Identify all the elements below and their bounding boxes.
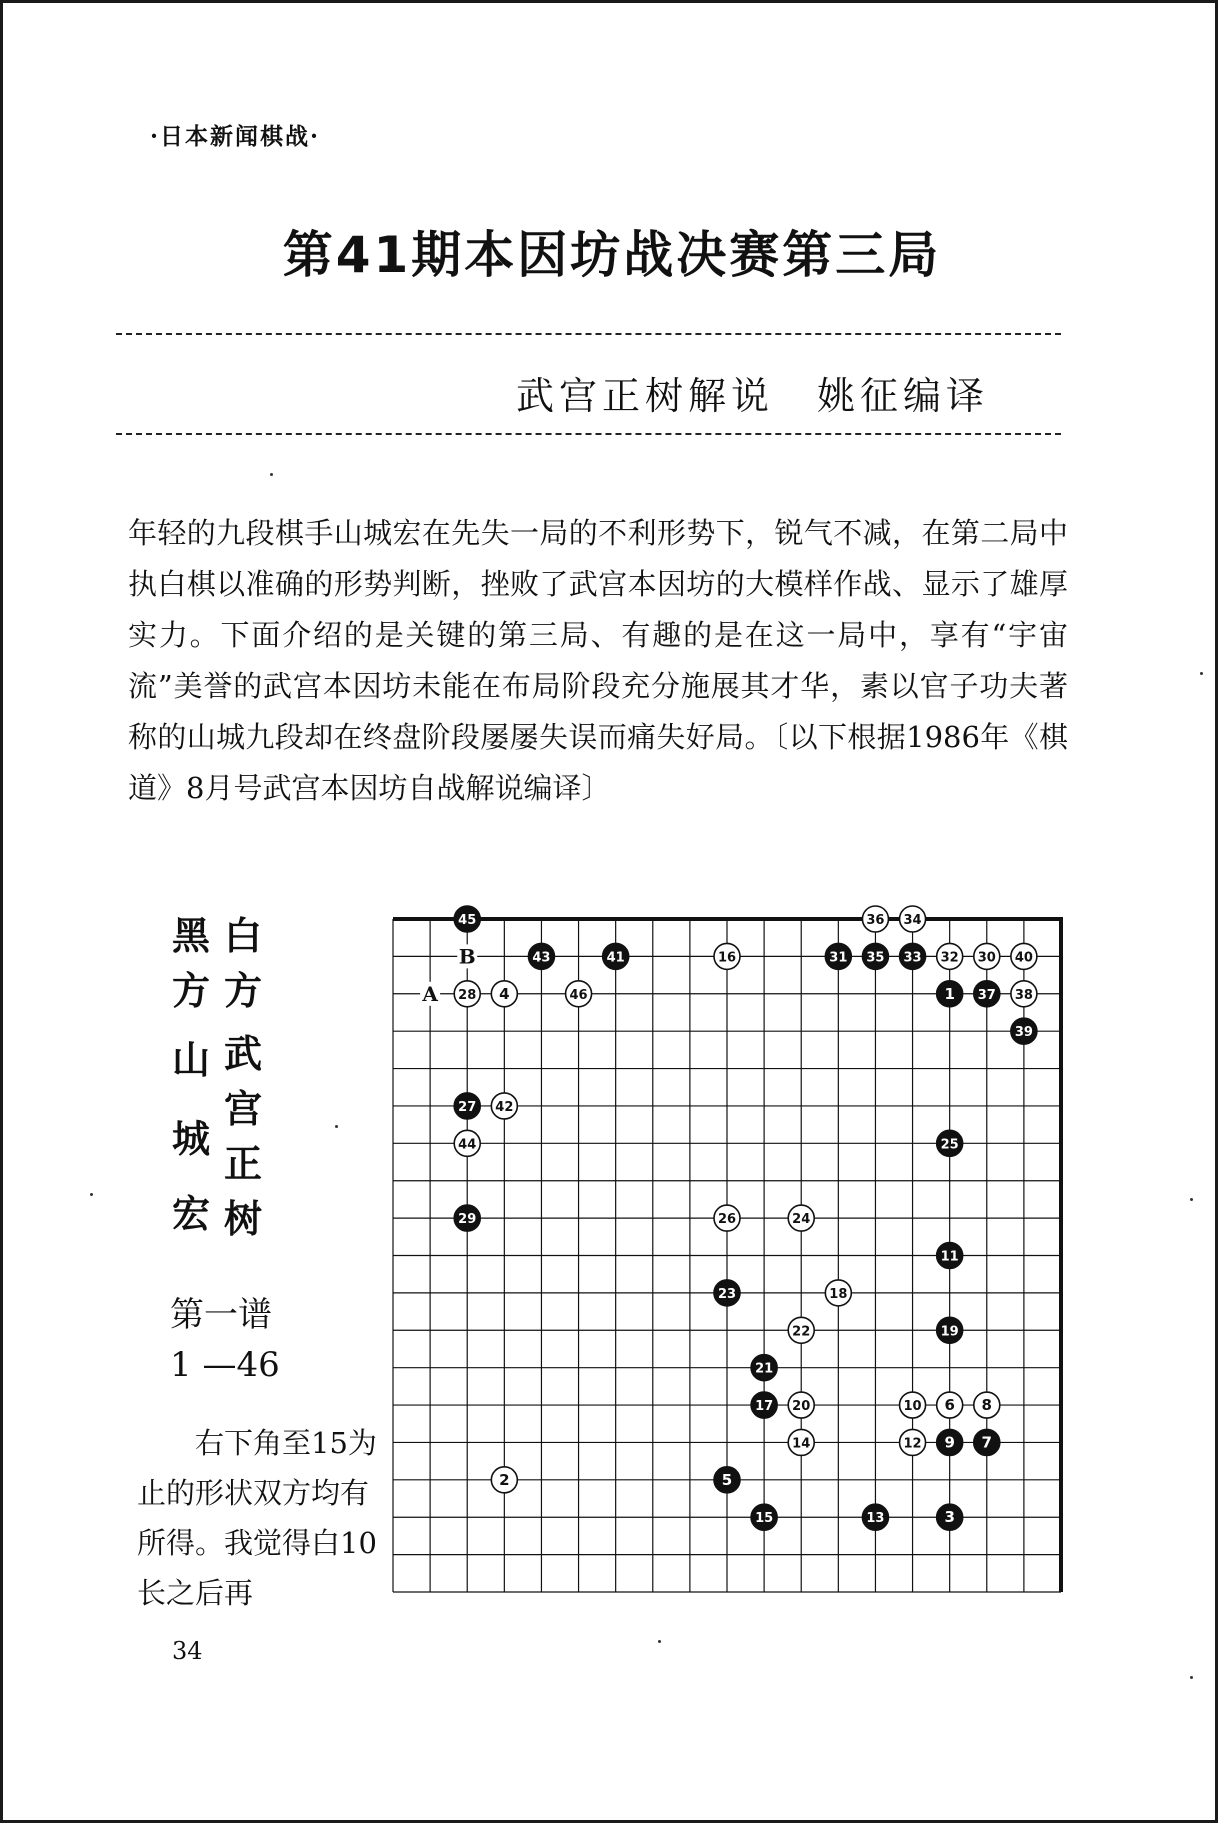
stone-move-number: 42 [495, 1099, 514, 1115]
chart-label: 第一谱 [170, 1295, 272, 1335]
stone-move-number: 3 [944, 1508, 955, 1527]
stone-move-number: 2 [499, 1470, 510, 1489]
stone-move-number: 15 [755, 1511, 774, 1527]
white-player-char: 武 [224, 1032, 263, 1076]
white-player-char: 宫 [224, 1087, 263, 1131]
stone-move-number: 44 [458, 1137, 477, 1153]
stone-move-number: 4 [499, 984, 510, 1003]
stone-move-number: 29 [458, 1212, 477, 1228]
stone-move-number: 23 [717, 1286, 737, 1302]
author-line: 武宫正树解说 姚征编译 [515, 374, 989, 418]
white-player-char: 白 [224, 914, 263, 958]
scan-speck [1190, 1676, 1193, 1679]
scan-speck [90, 1193, 93, 1196]
stone-move-number: 26 [717, 1212, 737, 1228]
stone-move-number: 43 [532, 950, 551, 966]
stone-move-number: 34 [903, 913, 922, 928]
stone-move-number: 45 [458, 913, 477, 928]
black-player-char: 宏 [172, 1192, 211, 1236]
stone-move-number: 36 [866, 913, 885, 928]
stone-move-number: 10 [903, 1399, 922, 1415]
intro-paragraph: 年轻的九段棋手山城宏在先失一局的不利形势下，锐气不减，在第二局中执白棋以准确的形势判断，挫败了武宫本因坊的大模样作战、显示了雄厚实力。下面介绍的是关键的第三局、有趣的是在这一局中，享有“宇宙流”美誉的武宫本因坊未能在布局阶段充分施展其才华，素以官子功夫著称的山城九段却在终盘阶段屡屡失误而痛失好局。〔以下根据1986年《棋道》8月号武宫本因坊自战解说编译〕 [128, 516, 1068, 805]
section-header: ·日本新闻棋战· [150, 123, 321, 150]
page-title: 第41期本因坊战决赛第三局 [282, 226, 942, 284]
stone-move-number: 30 [977, 950, 996, 966]
stone-move-number: 1 [944, 984, 955, 1003]
scan-speck [335, 1125, 338, 1128]
stone-move-number: 20 [792, 1399, 811, 1415]
scan-speck [658, 1640, 661, 1643]
stone-move-number: 8 [981, 1396, 992, 1415]
stone-move-number: 39 [1014, 1025, 1033, 1041]
stone-move-number: 32 [940, 950, 959, 966]
stone-move-number: 33 [903, 950, 922, 966]
stone-move-number: 35 [866, 950, 885, 966]
stone-move-number: 9 [944, 1433, 955, 1452]
stone-move-number: 31 [829, 950, 848, 966]
stone-move-number: 38 [1014, 987, 1033, 1003]
stone-move-number: 22 [792, 1324, 811, 1340]
stone-move-number: 40 [1014, 950, 1033, 966]
board-point-label: A [422, 981, 438, 1006]
black-player-char: 城 [172, 1117, 211, 1161]
board-point-label: B [458, 944, 476, 969]
stone-move-number: 7 [981, 1433, 992, 1452]
page-number: 34 [172, 1637, 203, 1665]
scan-speck [1190, 1198, 1193, 1201]
white-player-char: 树 [224, 1197, 263, 1241]
stone-move-number: 17 [755, 1399, 774, 1415]
black-player-char: 山 [172, 1038, 211, 1082]
stone-move-number: 41 [606, 950, 625, 966]
stone-move-number: 28 [458, 987, 477, 1003]
stone-move-number: 27 [458, 1099, 477, 1115]
stone-move-number: 37 [977, 987, 996, 1003]
scan-speck [1200, 672, 1203, 675]
stone-move-number: 6 [944, 1396, 955, 1415]
white-player-char: 正 [224, 1142, 263, 1186]
stone-move-number: 13 [866, 1511, 885, 1527]
scan-speck [270, 473, 273, 476]
side-commentary-text: 右下角至15为止的形状双方均有所得。我觉得白10长之后再 [137, 1426, 377, 1610]
stone-move-number: 24 [792, 1212, 811, 1228]
stone-move-number: 46 [569, 987, 588, 1003]
stone-move-number: 12 [903, 1436, 922, 1452]
stone-move-number: 18 [829, 1286, 848, 1302]
chart-move-range: 1 —46 [170, 1345, 280, 1385]
stone-move-number: 14 [792, 1436, 811, 1452]
stone-move-number: 11 [940, 1249, 959, 1265]
stone-move-number: 21 [755, 1361, 774, 1377]
stone-move-number: 19 [940, 1324, 959, 1340]
stone-move-number: 25 [940, 1137, 959, 1153]
white-player-char: 方 [224, 969, 263, 1013]
stone-move-number: 16 [717, 950, 737, 966]
stone-move-number: 5 [721, 1470, 733, 1489]
black-player-char: 黑 [172, 914, 211, 958]
black-player-char: 方 [172, 969, 211, 1013]
